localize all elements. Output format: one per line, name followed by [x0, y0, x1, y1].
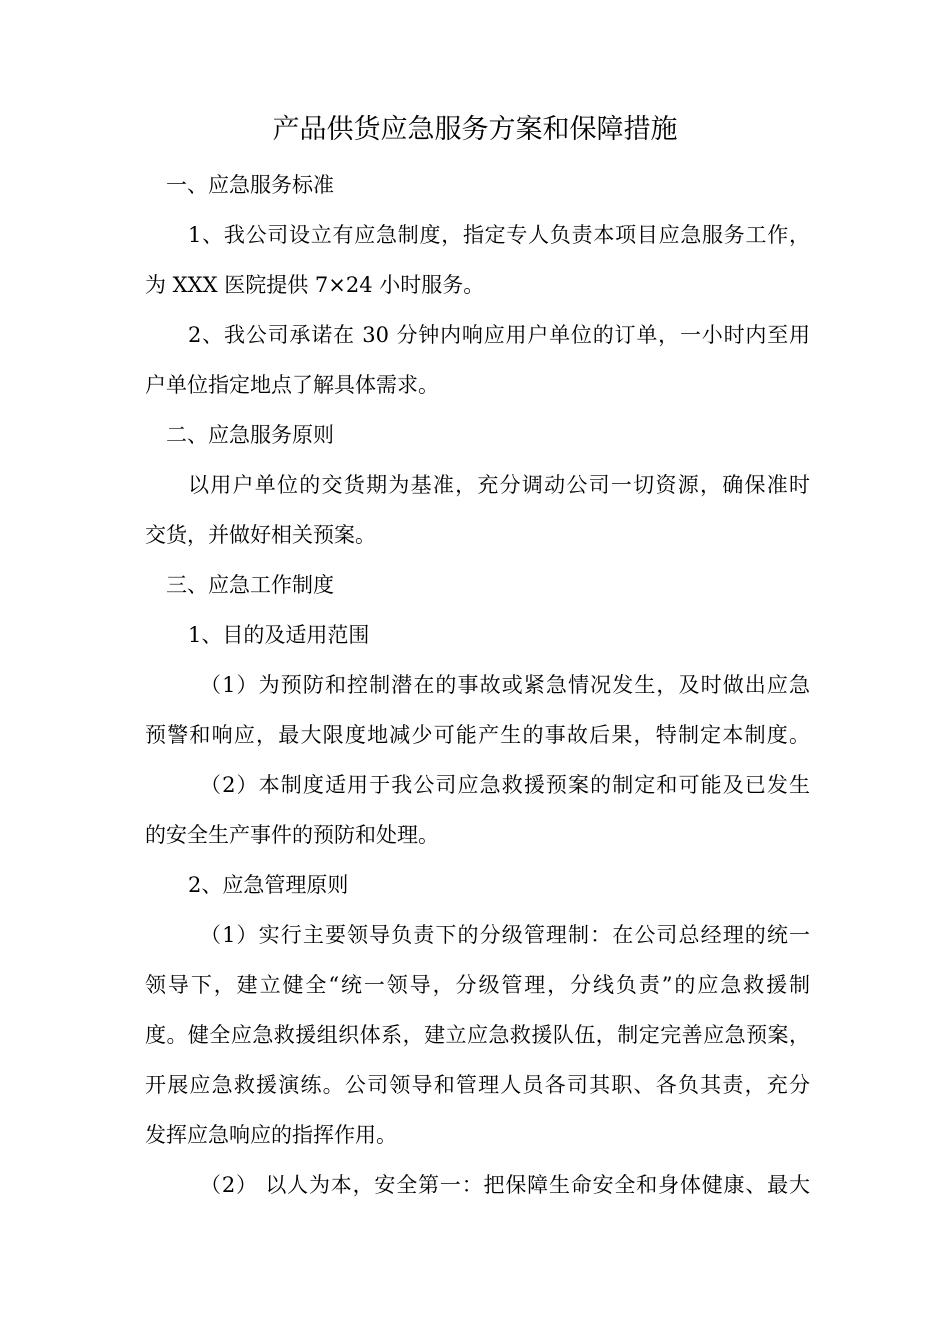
section-heading-3: 三、应急工作制度 — [166, 573, 334, 597]
paragraph-line: （2） 以人为本，安全第一：把保障生命安全和身体健康、最大 — [200, 1173, 810, 1197]
paragraph-line: 预警和响应，最大限度地减少可能产生的事故后果，特制定本制度。 — [145, 723, 810, 747]
paragraph-line: 度。健全应急救援组织体系，建立应急救援队伍，制定完善应急预案， — [145, 1023, 810, 1047]
document-title: 产品供货应急服务方案和保障措施 — [272, 114, 678, 145]
section-heading-2: 二、应急服务原则 — [166, 423, 334, 447]
paragraph-line: （2）本制度适用于我公司应急救援预案的制定和可能及已发生 — [200, 773, 810, 797]
subsection-heading: 1、目的及适用范围 — [188, 623, 370, 647]
paragraph-line: 以用户单位的交货期为基准，充分调动公司一切资源，确保准时 — [188, 473, 810, 497]
paragraph-line: 发挥应急响应的指挥作用。 — [145, 1123, 397, 1147]
paragraph-line: （1）为预防和控制潜在的事故或紧急情况发生，及时做出应急 — [200, 673, 810, 697]
section-heading-1: 一、应急服务标准 — [166, 173, 334, 197]
paragraph-line: 户单位指定地点了解具体需求。 — [145, 373, 439, 397]
paragraph-line: 交货，并做好相关预案。 — [145, 523, 376, 547]
paragraph-line: 为 XXX 医院提供 7×24 小时服务。 — [145, 273, 485, 297]
paragraph-line: 领导下，建立健全“统一领导，分级管理，分线负责”的应急救援制 — [145, 973, 810, 997]
paragraph-line: 开展应急救援演练。公司领导和管理人员各司其职、各负其责，充分 — [145, 1073, 810, 1097]
subsection-heading: 2、应急管理原则 — [188, 873, 349, 897]
paragraph-line: 2、我公司承诺在 30 分钟内响应用户单位的订单，一小时内至用 — [188, 323, 810, 347]
paragraph-line: （1）实行主要领导负责下的分级管理制：在公司总经理的统一 — [200, 923, 810, 947]
paragraph-line: 的安全生产事件的预防和处理。 — [145, 823, 439, 847]
paragraph-line: 1、我公司设立有应急制度，指定专人负责本项目应急服务工作， — [188, 223, 810, 247]
